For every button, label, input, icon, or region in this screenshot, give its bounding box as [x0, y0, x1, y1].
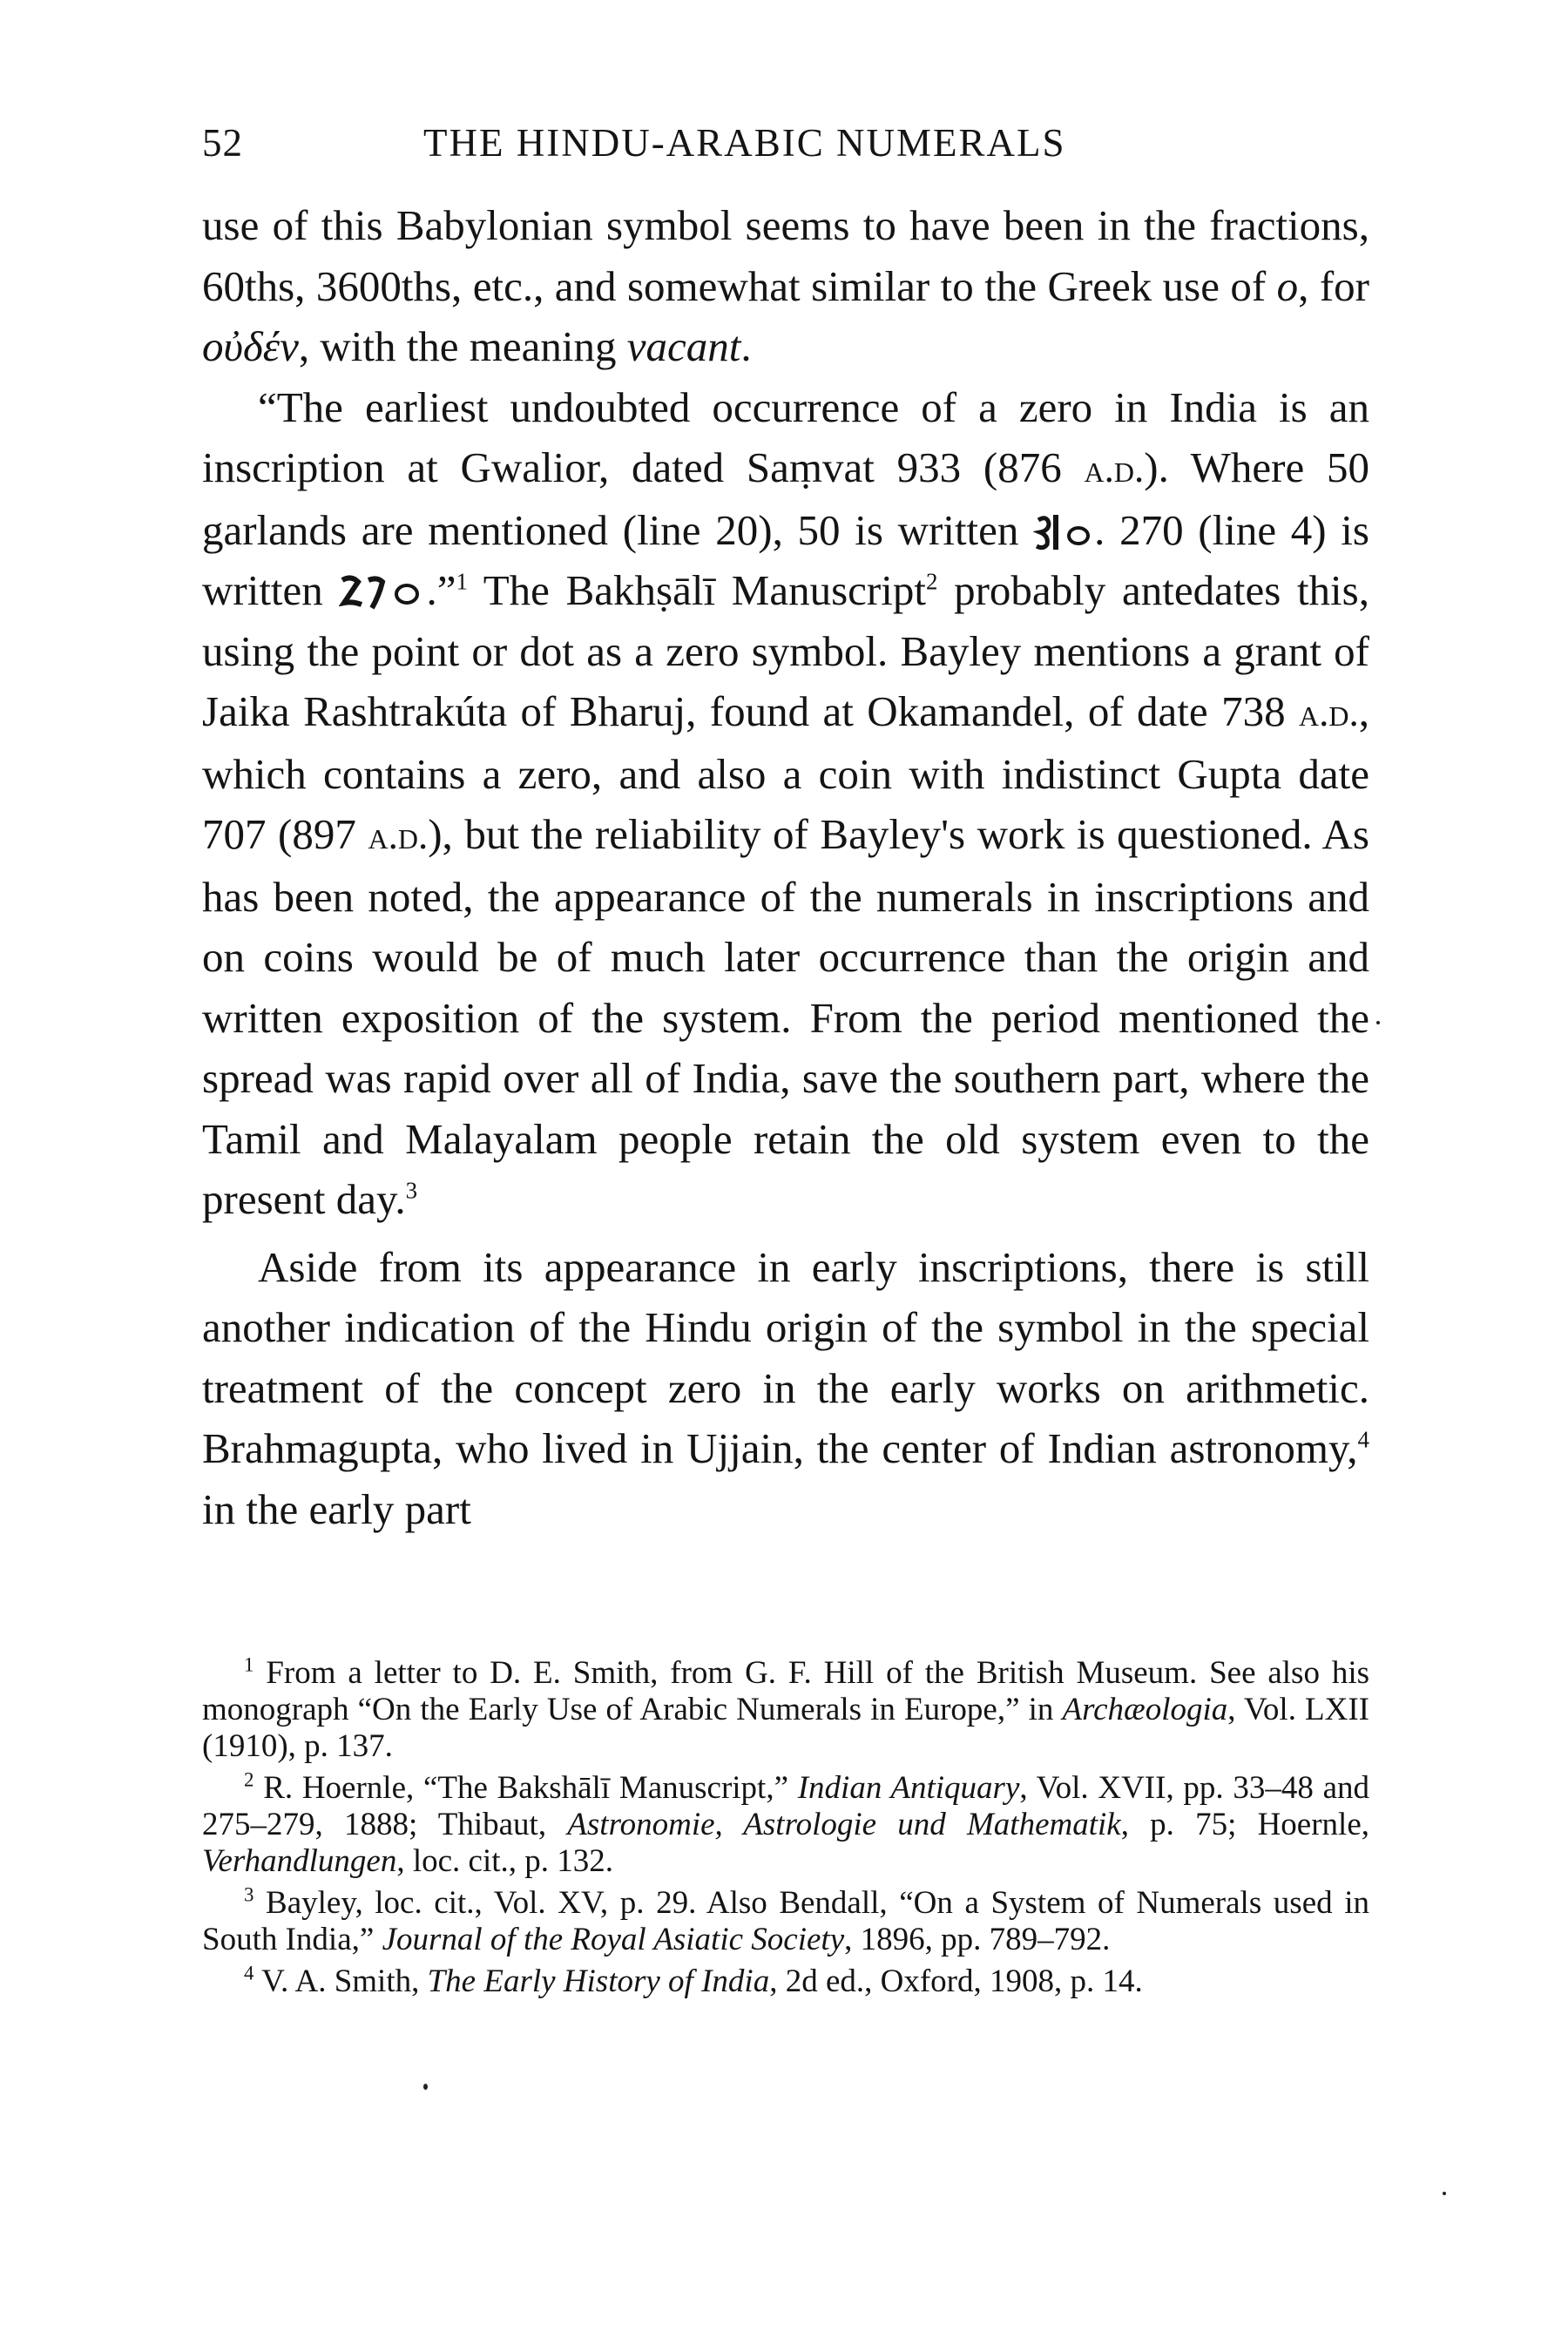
footnote-4: $^4$ V. A. Smith, The Early History of India, 2d ed., Oxford, 1908, p. 14. [244, 1962, 1143, 1999]
scan-speck [1443, 2192, 1446, 2195]
paragraph-3: Aside from its appearance in early inscriptions, there is still another indication of the Hindu origin of the symbol in the special treatment of the concept zero in the early works on arithmetic. Brahmagupta, who lived in Ujjain, the center of Indian astronomy,$^4$ in the early part [202, 1242, 1369, 1533]
footnote-ref-1: 1 [456, 568, 468, 595]
scan-speck [1376, 1021, 1380, 1024]
body-text [202, 195, 1369, 1539]
page-number: 52 [202, 121, 243, 165]
scan-speck [423, 2084, 428, 2090]
footnote-ref-3: 3 [405, 1177, 418, 1204]
footnote-2: $^2$ R. Hoernle, “The Bakshālī Manuscript,” Indian Antiquary, Vol. XVII, pp. 33–48 and 275–279, 1888; Thibaut, Astronomie, Astrologie und Mathematik, p. 75; Hoernle, Verhandlungen, loc. cit., p. 132. [202, 1768, 1370, 1879]
page-header [202, 120, 1369, 172]
greek-word: οὐδέν [202, 322, 299, 370]
footnote-ref-4: 4 [1357, 1426, 1369, 1453]
numeral-270-glyph-icon [339, 566, 426, 614]
numeral-50-glyph-icon [1033, 506, 1094, 554]
footnote-ref-2: 2 [925, 568, 938, 595]
footnotes [202, 1655, 1369, 2005]
footnote-1: $^1$ From a letter to D. E. Smith, from G. F. Hill of the British Museum. See also his monograph “On the Early Use of Arabic Numerals in Europe,” in Archæologia, Vol. LXII (1910), p. 137. [202, 1653, 1370, 1764]
running-title: THE HINDU-ARABIC NUMERALS [423, 121, 1066, 165]
paragraph-1: use of this Babylonian symbol seems to have been in the fractions, 60ths, 3600ths, etc., and somewhat similar to the Greek use of o, for οὐδέν, with the meaning vacant. [202, 201, 1369, 370]
paragraph-2: “The earliest undoubted occurrence of a zero in India is an inscription at Gwalior, dated Saṃvat 933 (876 a.d.). Where 50 garlands are mentioned (line 20), 50 is written . 270 (line 4) is written .”$^1$ The Bakhṣālī Manuscript$^2$ probably antedates this, using the point or dot as a zero symbol. Bayley mentions a grant of Jaika Rashtrakúta of Bharuj, found at Okamandel, of date 738 a.d., which contains a zero, and also a coin with indistinct Gupta date 707 (897 a.d.), but the reliability of Bayley's work is questioned. As has been noted, the appearance of the numerals in inscriptions and on coins would be of much later occurrence than the origin and written exposition of the system. From the period mentioned the spread was rapid over all of India, save the southern part, where the Tamil and Malayalam people retain the old system even to the present day.$^3$ [202, 382, 1369, 1223]
italic-vacant: vacant [626, 322, 741, 370]
italic-o: o [1276, 261, 1299, 310]
footnote-3: $^3$ Bayley, loc. cit., Vol. XV, p. 29. Also Bendall, “On a System of Numerals used in South India,” Journal of the Royal Asiatic Society, 1896, pp. 789–792. [202, 1883, 1369, 1957]
